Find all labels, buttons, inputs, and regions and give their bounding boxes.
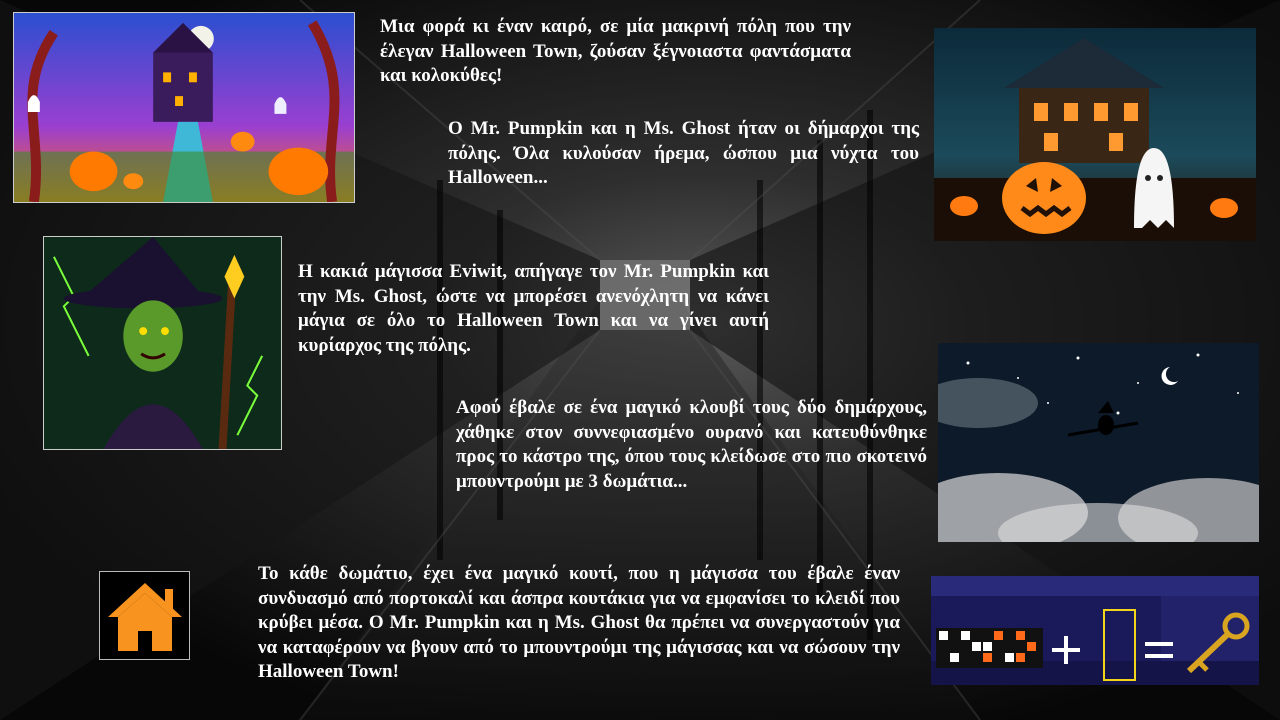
home-button[interactable] [99, 571, 190, 660]
story-paragraph-1: Μια φορά κι έναν καιρό, σε μία μακρινή πόλη που την έλεγαν Halloween Town, ζούσαν ξέγνοιαστα φαντάσματα και κολοκύθες! [380, 16, 851, 86]
haunted-house-image [934, 28, 1256, 241]
story-paragraph-5: Το κάθε δωμάτιο, έχει ένα μαγικό κουτί, που η μάγισσα του έβαλε έναν συνδυασμό από πορτοκαλί και άσπρα κουτάκια για να εμφανίσει το κλειδί που κρύβει μέσα. Ο Mr. Pumpkin και η Ms. Ghost θα πρέπει να συνεργαστούν για να καταφέρουν να βγουν από το μπουντρούμι της μάγισσας και να σώσουν την Halloween Town! [258, 563, 900, 682]
puzzle-hint-image [931, 576, 1259, 685]
home-icon [102, 579, 188, 653]
story-paragraph-2: Ο Mr. Pumpkin και η Ms. Ghost ήταν οι δήμαρχοι της πόλης. Όλα κυλούσαν ήρεμα, ώσπου μια νύχτα του Halloween... [448, 118, 919, 188]
witch-image [43, 236, 282, 450]
halloween-town-image [13, 12, 355, 203]
story-paragraph-3: Η κακιά μάγισσα Eviwit, απήγαγε τον Mr. Pumpkin και την Ms. Ghost, ώστε να μπορέσει ανενόχλητη να κάνει μάγια σε όλο το Halloween Town και να γίνει αυτή κυρίαρχος της πόλης. [298, 261, 769, 356]
story-paragraph-4: Αφού έβαλε σε ένα μαγικό κλουβί τους δύο δημάρχους, χάθηκε στον συννεφιασμένο ουρανό και κατευθύνθηκε προς το κάστρο της, όπου τους κλείδωσε στο πιο σκοτεινό μπουντρούμι με 3 δωμάτια... [456, 397, 927, 492]
night-sky-witch-image [938, 343, 1259, 542]
combination-grid [936, 628, 1043, 668]
